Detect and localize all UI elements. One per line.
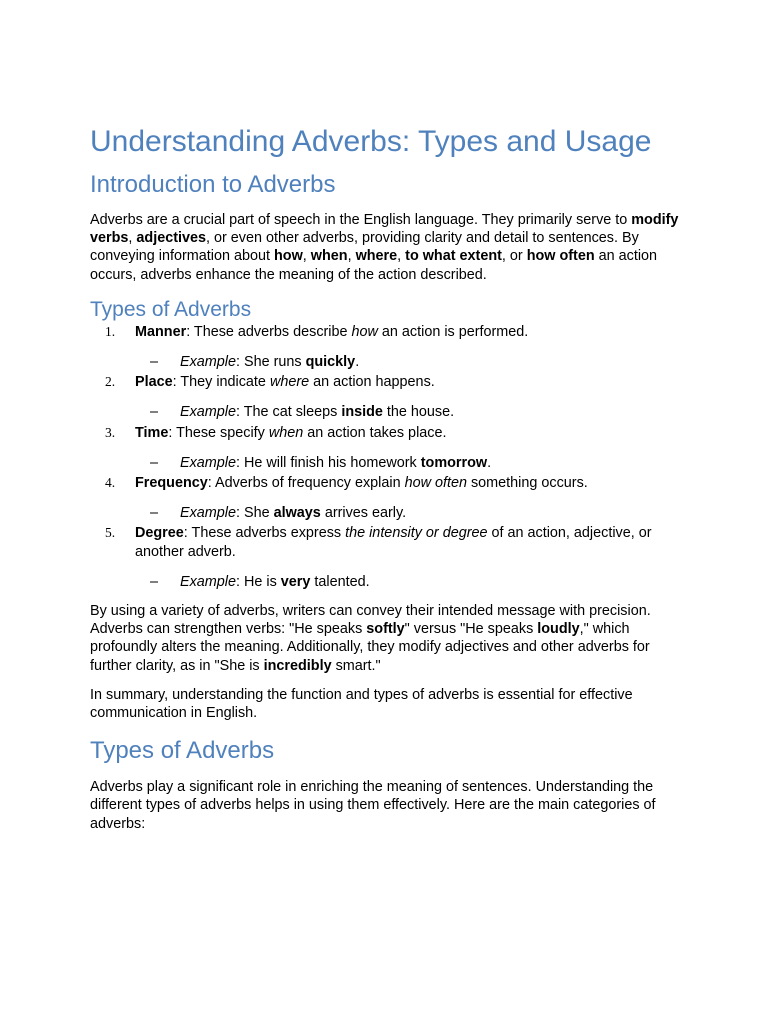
- intro-bold: adjectives: [136, 230, 207, 247]
- type-term: Place: [135, 374, 173, 391]
- example-line: [135, 353, 684, 371]
- example-adverb: always: [273, 505, 321, 522]
- example-label: Example: [180, 454, 236, 471]
- example-text: the house.: [382, 404, 455, 421]
- intro-text: , or even other adverbs, providing clarity and detail to sentences. By conveying information about: [90, 230, 639, 265]
- closing-paragraph: Adverbs play a significant role in enriching the meaning of sentences. Understanding the different types of adverbs helps in using them effectively. Here are the main categories of adverbs:: [90, 779, 656, 832]
- document-body: [90, 124, 684, 833]
- list-number: 1.: [105, 323, 116, 339]
- list-item-text: [135, 524, 684, 560]
- example-label: Example: [180, 404, 236, 421]
- example-text: .: [487, 454, 492, 471]
- dash-bullet: –: [150, 354, 159, 371]
- type-term: Frequency: [135, 475, 208, 492]
- list-item: [90, 524, 684, 591]
- intro-text: ,: [397, 248, 406, 265]
- list-item: [90, 474, 684, 522]
- example-adverb: tomorrow: [420, 454, 488, 471]
- list-item: [90, 323, 684, 371]
- example-text: arrives early.: [320, 505, 407, 522]
- intro-text: Adverbs are a crucial part of speech in the English language. They primarily serve to: [90, 212, 632, 228]
- variety-bold: softly: [366, 621, 405, 638]
- example-adverb: inside: [341, 404, 383, 421]
- example-label: Example: [180, 505, 236, 522]
- variety-text: " versus "He speaks: [404, 621, 538, 638]
- intro-text: ,: [347, 248, 356, 265]
- type-desc: : These adverbs express: [183, 525, 346, 542]
- type-emphasis: where: [269, 374, 310, 391]
- adverb-types-list: [90, 323, 684, 591]
- variety-text: By using a variety of adverbs, writers can convey their intended message with precision. Adverbs can strengthen verbs: "He speaks: [90, 603, 651, 638]
- intro-text: , or: [501, 248, 527, 265]
- type-desc: an action takes place.: [303, 424, 447, 441]
- type-emphasis: how often: [404, 475, 467, 492]
- type-emphasis: when: [268, 424, 304, 441]
- example-adverb: very: [280, 573, 311, 590]
- intro-heading: Introduction to Adverbs: [90, 171, 336, 198]
- example-line: [135, 454, 684, 472]
- type-desc: something occurs.: [466, 475, 588, 492]
- list-number: 5.: [105, 525, 116, 541]
- type-desc: an action happens.: [309, 374, 435, 391]
- example-text: talented.: [310, 573, 370, 590]
- list-item: [90, 424, 684, 472]
- type-desc: of an action, adjective, or another adverb.: [135, 525, 652, 560]
- intro-bold: to what extent: [405, 248, 502, 265]
- type-desc: an action is performed.: [377, 323, 529, 340]
- types-heading-large: Types of Adverbs: [90, 737, 275, 765]
- intro-bold: how often: [526, 248, 595, 265]
- intro-bold: how: [274, 248, 303, 265]
- list-number: 4.: [105, 475, 116, 491]
- intro-bold: where: [355, 248, 398, 265]
- intro-text: ,: [302, 248, 311, 265]
- example-line: [135, 573, 684, 591]
- dash-bullet: –: [150, 404, 159, 421]
- variety-paragraph: [90, 602, 684, 675]
- list-item-text: [135, 424, 684, 442]
- example-adverb: quickly: [305, 354, 356, 371]
- list-item-text: [135, 323, 684, 341]
- summary-paragraph: In summary, understanding the function and types of adverbs is essential for effective communication in English.: [90, 686, 633, 722]
- document-title: Understanding Adverbs: Types and Usage: [90, 125, 652, 158]
- intro-text: ,: [128, 230, 137, 247]
- example-text: : She: [236, 505, 274, 522]
- intro-bold: when: [310, 248, 348, 265]
- variety-bold: loudly: [537, 621, 580, 638]
- variety-text: ," which profoundly alters the meaning. Additionally, they modify adjectives and other adverbs for further clarity, as in "She is: [90, 621, 650, 674]
- dash-bullet: –: [150, 573, 159, 590]
- example-text: : She runs: [236, 354, 306, 371]
- type-desc: : They indicate: [172, 374, 270, 391]
- types-heading-small: Types of Adverbs: [90, 297, 252, 321]
- example-text: : He is: [236, 573, 281, 590]
- list-item-text: [135, 474, 684, 492]
- variety-bold: incredibly: [263, 657, 332, 674]
- type-term: Manner: [135, 323, 187, 340]
- example-line: [135, 403, 684, 421]
- variety-text: smart.": [331, 657, 381, 674]
- example-text: : The cat sleeps: [236, 404, 342, 421]
- list-item-text: [135, 373, 684, 391]
- example-text: .: [355, 354, 360, 371]
- intro-text: an action occurs, adverbs enhance the meaning of the action described.: [90, 248, 658, 283]
- example-text: : He will finish his homework: [236, 454, 421, 471]
- example-label: Example: [180, 354, 236, 371]
- type-emphasis: the intensity or degree: [345, 525, 488, 542]
- type-term: Time: [135, 424, 169, 441]
- type-desc: : These adverbs describe: [186, 323, 352, 340]
- list-number: 2.: [105, 374, 116, 390]
- intro-paragraph: [90, 211, 684, 284]
- type-term: Degree: [135, 525, 184, 542]
- dash-bullet: –: [150, 505, 159, 522]
- intro-bold: modify verbs: [90, 212, 679, 247]
- list-number: 3.: [105, 424, 116, 440]
- type-emphasis: how: [351, 323, 378, 340]
- list-item: [90, 373, 684, 421]
- example-label: Example: [180, 573, 236, 590]
- type-desc: : Adverbs of frequency explain: [207, 475, 405, 492]
- type-desc: : These specify: [168, 424, 269, 441]
- dash-bullet: –: [150, 454, 159, 471]
- example-line: [135, 504, 684, 522]
